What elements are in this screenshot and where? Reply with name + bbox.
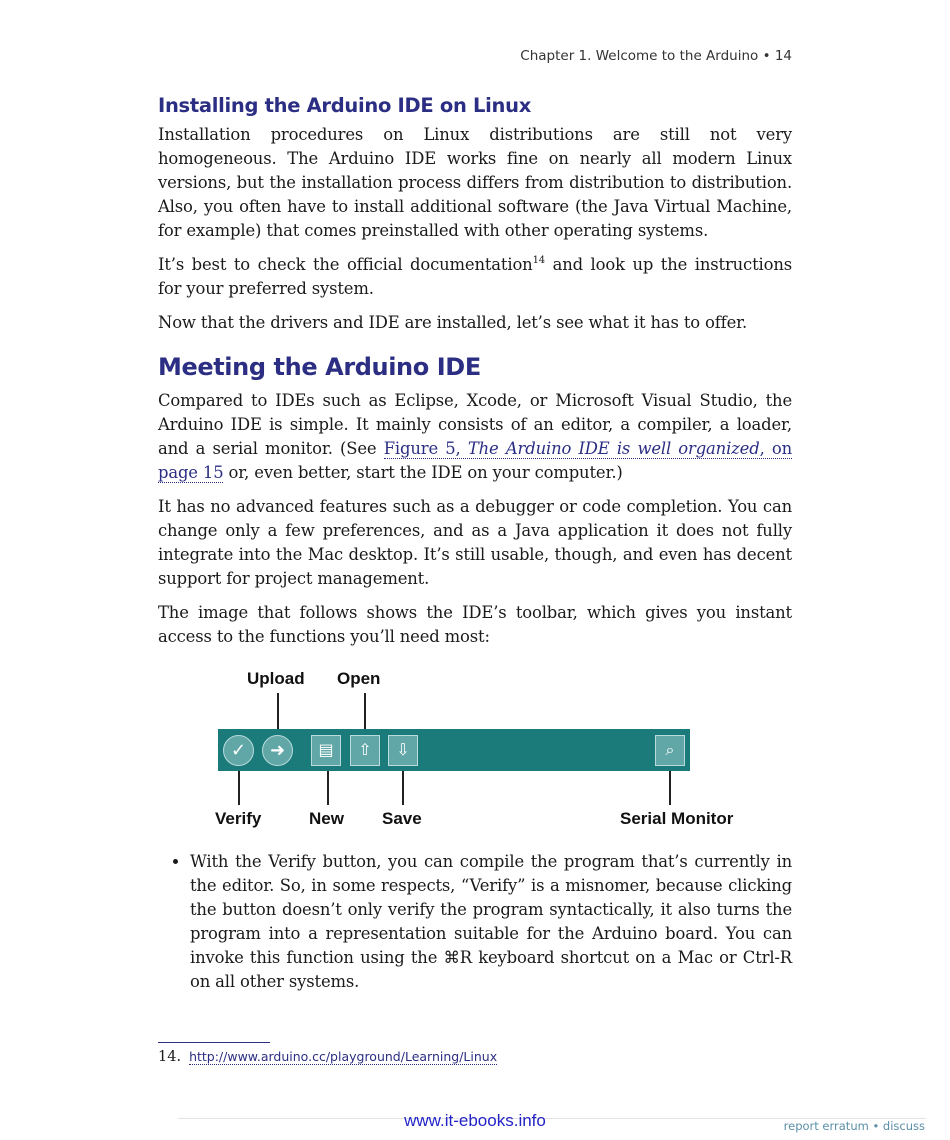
figure-link-suffix: , on page 15 (158, 439, 793, 482)
running-head: Chapter 1. Welcome to the Arduino • 14 (520, 48, 792, 64)
bullet-list (158, 850, 792, 994)
label-save: Save (382, 809, 422, 828)
paragraph-features: It has no advanced features such as a debugger or code completion. You can change only a few preferences, and as a Java application it does not fully integrate into the Mac desktop. It’s still usable, though, and even has decent support for project management. (158, 497, 792, 588)
para4-text-end: or, even better, start the IDE on your computer.) (223, 463, 623, 482)
leader-verify (238, 771, 240, 805)
new-icon: ▤ (311, 735, 341, 766)
footnote-divider (158, 1042, 270, 1043)
site-link[interactable]: www.it-ebooks.info (404, 1111, 546, 1130)
label-verify: Verify (215, 809, 262, 828)
footnote-link[interactable]: http://www.arduino.cc/playground/Learning/Linux (189, 1049, 498, 1064)
label-serial-monitor: Serial Monitor (620, 809, 734, 828)
subsection-heading: Installing the Arduino IDE on Linux (158, 94, 531, 117)
section-heading: Meeting the Arduino IDE (158, 353, 481, 381)
leader-serial-monitor (669, 771, 671, 805)
footnote-ref[interactable]: 14 (532, 255, 546, 266)
para2-text: It’s best to check the official documentation (158, 255, 533, 274)
label-upload: Upload (247, 669, 305, 688)
paragraph-toolbar-intro: The image that follows shows the IDE’s toolbar, which gives you instant access to the functions you’ll need most: (158, 603, 792, 646)
leader-save (402, 771, 404, 805)
verify-icon: ✓ (223, 735, 254, 766)
paragraph-documentation (158, 253, 792, 301)
leader-new (327, 771, 329, 805)
leader-upload (277, 693, 279, 729)
open-icon: ⇧ (350, 735, 380, 766)
page-content (158, 94, 792, 994)
footnote-number: 14. (158, 1049, 182, 1065)
label-new: New (309, 809, 344, 828)
upload-icon: ➜ (262, 735, 293, 766)
paragraph-drivers: Now that the drivers and IDE are installed, let’s see what it has to offer. (158, 313, 748, 332)
footnote (158, 1049, 497, 1065)
para2-text-end: and look up the instructions for your preferred system. (158, 255, 792, 298)
save-icon: ⇩ (388, 735, 418, 766)
figure-link-prefix: Figure 5, (383, 439, 468, 458)
paragraph-linux-install: Installation procedures on Linux distributions are still not very homogeneous. The Arduino IDE works fine on nearly all modern Linux versions, but the installation process differs from distribution to distribution. Also, you often have to install additional software (the Java Virtual Machine, for example) that comes preinstalled with other operating systems. (158, 125, 792, 240)
leader-open (364, 693, 366, 729)
para4-text: Compared to IDEs such as Eclipse, Xcode, or Microsoft Visual Studio, the Arduino IDE is simple. It mainly consists of an editor, a compiler, a loader, and a serial monitor. (See (158, 391, 792, 458)
list-item: • With the Verify button, you can compile the program that’s currently in the editor. So, in some respects, “Verify” is a misnomer, because clicking the button doesn’t only verify the program syntactically, it also turns the program into a representation suitable for the Arduino board. You can invoke this function using the ⌘R keyboard shortcut on a Mac or Ctrl-R on all other systems. (190, 850, 792, 994)
toolbar-figure (158, 659, 792, 844)
label-open: Open (337, 669, 381, 688)
figure-link-title: The Arduino IDE is well organized (467, 439, 760, 458)
paragraph-compare (158, 389, 792, 485)
report-erratum-discuss-links[interactable]: report erratum • discuss (783, 1119, 925, 1133)
serial-monitor-icon: ⌕ (655, 735, 685, 766)
